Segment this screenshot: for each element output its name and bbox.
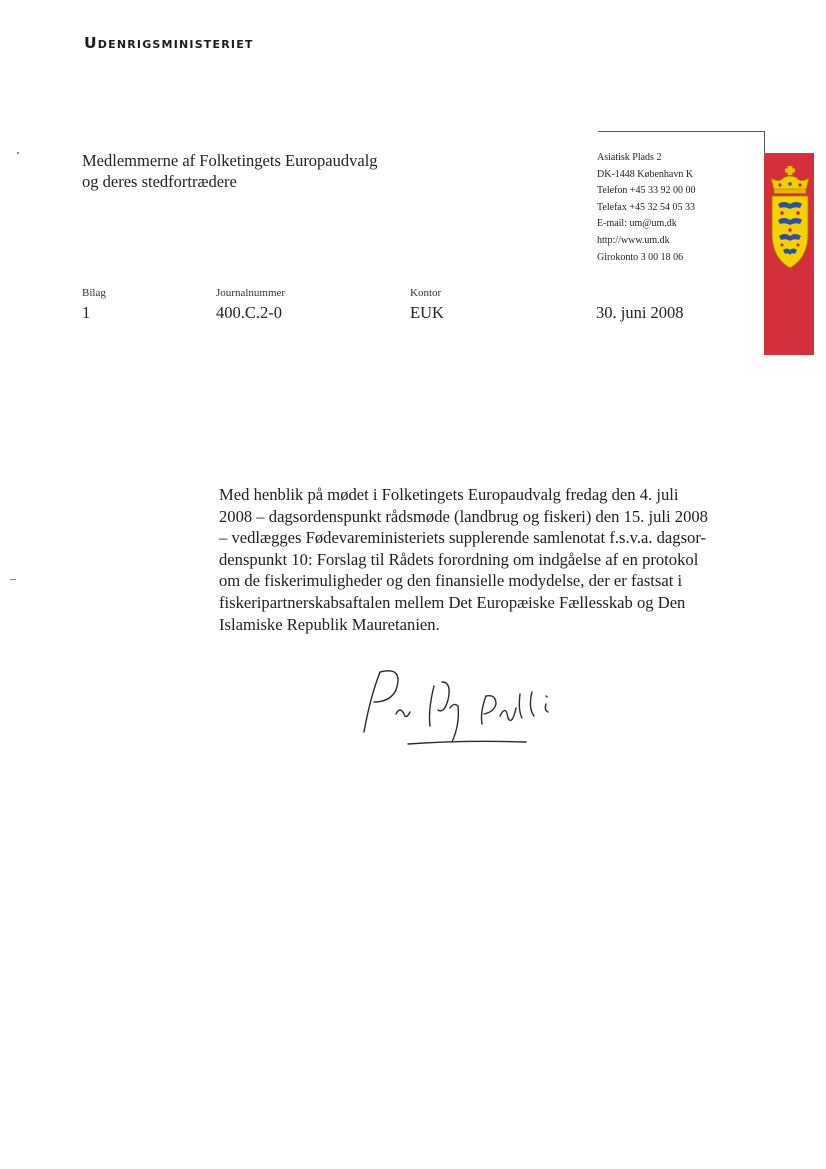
kontor-value: EUK — [410, 303, 444, 322]
journal-label: Journalnummer — [216, 287, 286, 299]
body-line: om de fiskerimuligheder og den finansielle modydelse, der er fastsat i — [219, 571, 683, 591]
body-line: 2008 – dagsordenspunkt rådsmøde (landbrug og fiskeri) den 15. juli 2008 — [219, 506, 708, 526]
bilag-value: 1 — [82, 303, 91, 322]
recipient-line: og deres stedfortrædere — [82, 172, 237, 191]
scan-speck — [10, 579, 16, 580]
address-street: Asiatisk Plads 2 — [597, 152, 662, 163]
body-line: denspunkt 10: Forslag til Rådets forordning om indgåelse af en protokol — [219, 549, 699, 569]
body-line: fiskeripartnerskabsaftalen mellem Det Europæiske Fællesskab og Den — [219, 592, 686, 612]
letter-body — [219, 484, 759, 635]
body-line: Islamiske Republik Mauretanien. — [219, 614, 440, 634]
ministry-header: Udenrigsministeriet — [84, 34, 254, 52]
scan-speck — [17, 152, 19, 154]
crown-icon — [771, 166, 809, 194]
journal-value: 400.C.2-0 — [216, 303, 282, 322]
address-phone: Telefon +45 33 92 00 00 — [597, 185, 696, 197]
letter-date: 30. juni 2008 — [596, 303, 684, 322]
danish-coat-of-arms-icon — [769, 166, 811, 270]
address-city: DK-1448 København K — [597, 168, 694, 180]
body-line: – vedlægges Fødevareministeriets supplerende samlenotat f.s.v.a. dagsor- — [219, 528, 707, 548]
address-block — [597, 150, 696, 266]
address-fax: Telefax +45 32 54 05 33 — [597, 201, 695, 213]
shield-icon — [772, 196, 808, 268]
address-email: E-mail: um@um.dk — [597, 218, 677, 230]
recipient-line: Medlemmerne af Folketingets Europaudvalg — [82, 151, 378, 170]
address-web: http://www.um.dk — [597, 234, 670, 246]
kontor-label: Kontor — [410, 287, 442, 299]
body-line: Med henblik på mødet i Folketingets Europaudvalg fredag den 4. juli — [219, 485, 679, 504]
recipient-block — [82, 150, 378, 192]
address-giro: Girokonto 3 00 18 06 — [597, 251, 684, 263]
header-rule-tick — [764, 131, 765, 153]
header-rule — [598, 131, 764, 132]
handwritten-signature — [356, 660, 576, 755]
bilag-label: Bilag — [82, 287, 106, 299]
